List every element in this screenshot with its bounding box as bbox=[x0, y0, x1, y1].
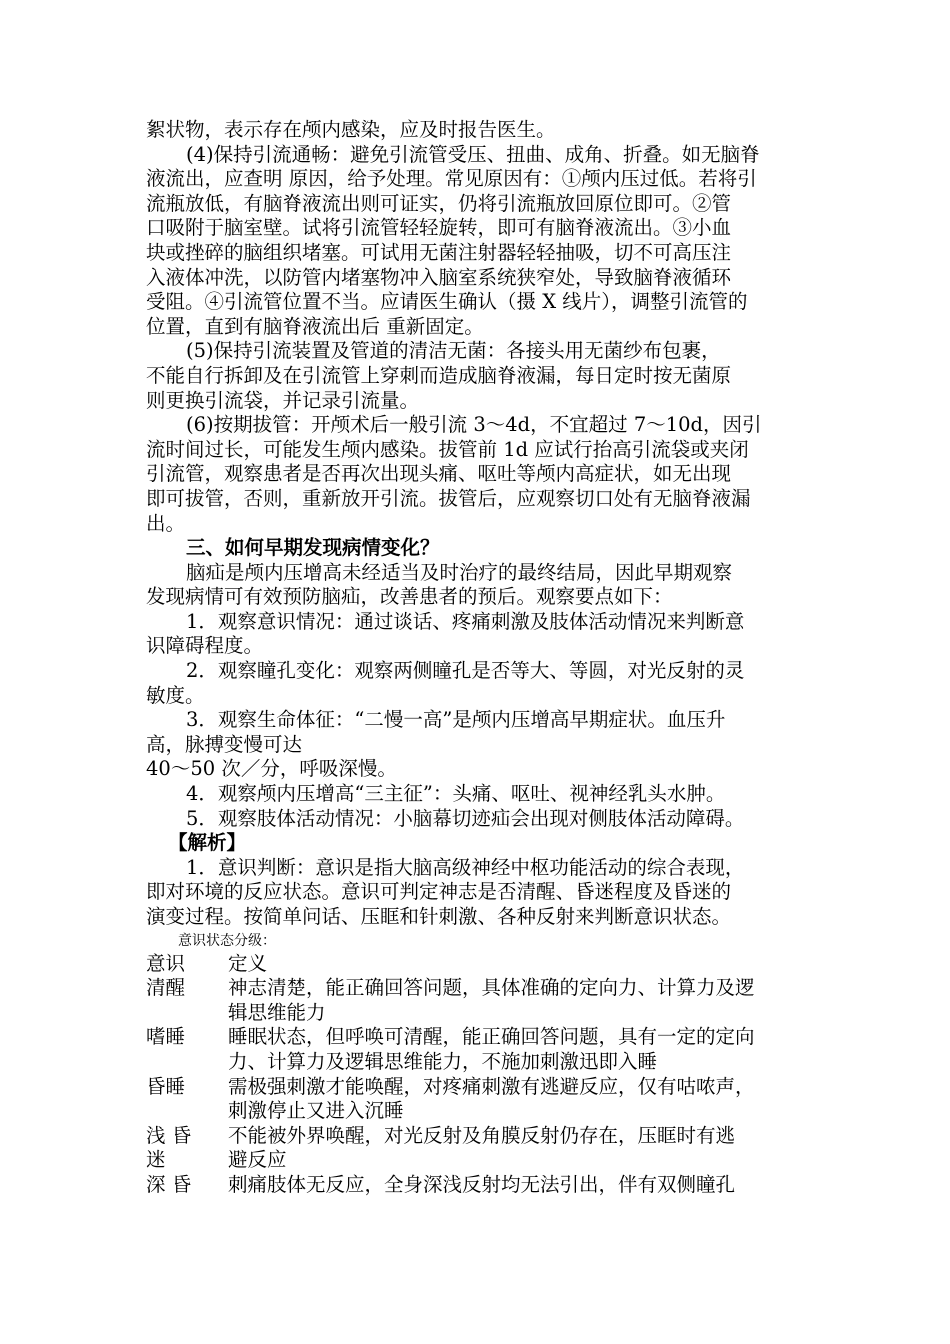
table-caption: 意识状态分级： bbox=[178, 932, 276, 949]
table-row bbox=[146, 1025, 810, 1074]
table-term: 昏睡 bbox=[146, 1074, 186, 1098]
table-row bbox=[146, 1124, 810, 1173]
paragraph-line: 演变过程。按简单问话、压眶和针刺激、各种反射来判断意识状态。 bbox=[146, 905, 732, 928]
paragraph-line: 液流出，应查明 原因，给予处理。常见原因有：①颅内压过低。若将引 bbox=[146, 167, 757, 191]
paragraph-line: 口吸附于脑室壁。试将引流管轻轻旋转，即可有脑脊液流出。③小血 bbox=[146, 216, 732, 240]
paragraph-line: 识障碍程度。 bbox=[146, 634, 264, 658]
paragraph-line: 敏度。 bbox=[146, 683, 205, 707]
paragraph-line: 3．观察生命体征：“二慢一高”是颅内压增高早期症状。血压升 bbox=[186, 708, 726, 732]
paragraph-line: 1．观察意识情况：通过谈话、疼痛刺激及肢体活动情况来判断意 bbox=[186, 609, 745, 633]
analysis-heading: 【解析】 bbox=[168, 831, 247, 855]
table-def: 不能被外界唤醒，对光反射及角膜反射仍存在，压眶时有逃 避反应 bbox=[228, 1123, 736, 1172]
paragraph-line: (6)按期拔管：开颅术后一般引流 3～4d，不宜超过 7～10d，因引 bbox=[186, 413, 762, 437]
paragraph-line: 出。 bbox=[146, 511, 186, 535]
table-def: 睡眠状态，但呼唤可清醒，能正确回答问题，具有一定的定向 力、计算力及逻辑思维能力，不施加刺激迅即入睡 bbox=[228, 1025, 755, 1073]
table-def: 需极强刺激才能唤醒，对疼痛刺激有逃避反应，仅有咕哝声， 刺激停止又进入沉睡 bbox=[228, 1074, 755, 1123]
paragraph-line: 受阻。④引流管位置不当。应请医生确认（摄 X 线片），调整引流管的 bbox=[146, 290, 748, 314]
paragraph-line: 块或挫碎的脑组织堵塞。可试用无菌注射器轻轻抽吸，切不可高压注 bbox=[146, 240, 732, 264]
table-row bbox=[146, 1075, 810, 1124]
paragraph-line: 引流管，观察患者是否再次出现头痛、呕吐等颅内高症状，如无出现 bbox=[146, 462, 732, 486]
paragraph-line: 入液体冲洗，以防管内堵塞物冲入脑室系统狭窄处，导致脑脊液循环 bbox=[146, 265, 732, 289]
table-term: 清醒 bbox=[146, 976, 186, 1000]
paragraph-line: 流瓶放低，有脑脊液流出则可证实，仍将引流瓶放回原位即可。②管 bbox=[146, 191, 732, 215]
table-row bbox=[146, 976, 810, 1025]
paragraph-line: 位置，直到有脑脊液流出后 重新固定。 bbox=[146, 314, 484, 338]
paragraph-line: 40～50 次／分，呼吸深慢。 bbox=[146, 757, 397, 781]
paragraph-line: 发现病情可有效预防脑疝，改善患者的预后。观察要点如下： bbox=[146, 585, 673, 609]
paragraph-line: 1．意识判断：意识是指大脑高级神经中枢功能活动的综合表现， bbox=[186, 855, 745, 879]
paragraph-line: (5)保持引流装置及管道的清洁无菌：各接头用无菌纱布包裹， bbox=[186, 339, 721, 363]
table-header-term: 意识 bbox=[146, 951, 186, 975]
paragraph-line: 即可拔管，否则，重新放开引流。拔管后，应观察切口处有无脑脊液漏 bbox=[146, 486, 751, 510]
document-page bbox=[146, 118, 810, 1198]
paragraph-line: 则更换引流袋，并记录引流量。 bbox=[146, 388, 420, 412]
table-def: 神志清楚，能正确回答问题，具体准确的定向力、计算力及逻 辑思维能力 bbox=[228, 976, 755, 1024]
paragraph-line: 即对环境的反应状态。意识可判定神志是否清醒、昏迷程度及昏迷的 bbox=[146, 880, 732, 904]
paragraph-line: 4．观察颅内压增高“三主征”：头痛、呕吐、视神经乳头水肿。 bbox=[186, 782, 726, 806]
paragraph-line: 絮状物，表示存在颅内感染，应及时报告医生。 bbox=[146, 118, 556, 141]
paragraph-line: 2．观察瞳孔变化：观察两侧瞳孔是否等大、等圆，对光反射的灵 bbox=[186, 659, 745, 683]
paragraph-line: 脑疝是颅内压增高未经适当及时治疗的最终结局，因此早期观察 bbox=[186, 560, 733, 584]
paragraph-line: 流时间过长，可能发生颅内感染。拔管前 1d 应试行抬高引流袋或夹闭 bbox=[146, 437, 749, 461]
table-header-row bbox=[146, 952, 810, 977]
table-def: 刺痛肢体无反应，全身深浅反射均无法引出，伴有双侧瞳孔 bbox=[228, 1172, 736, 1196]
section-heading: 三、如何早期发现病情变化？ bbox=[186, 536, 440, 560]
paragraph-line: (4)保持引流通畅：避免引流管受压、扭曲、成角、折叠。如无脑脊 bbox=[186, 142, 760, 166]
table-term: 嗜睡 bbox=[146, 1025, 186, 1049]
paragraph-line: 高，脉搏变慢可达 bbox=[146, 732, 303, 756]
table-row bbox=[146, 1173, 810, 1198]
paragraph-line: 不能自行拆卸及在引流管上穿刺而造成脑脊液漏，每日定时按无菌原 bbox=[146, 363, 732, 387]
table-header-def: 定义 bbox=[228, 951, 268, 975]
paragraph-line: 5．观察肢体活动情况：小脑幕切迹疝会出现对侧肢体活动障碍。 bbox=[186, 806, 745, 830]
table-term: 深 昏 bbox=[146, 1172, 192, 1196]
table-term: 浅 昏 迷 bbox=[146, 1123, 192, 1172]
